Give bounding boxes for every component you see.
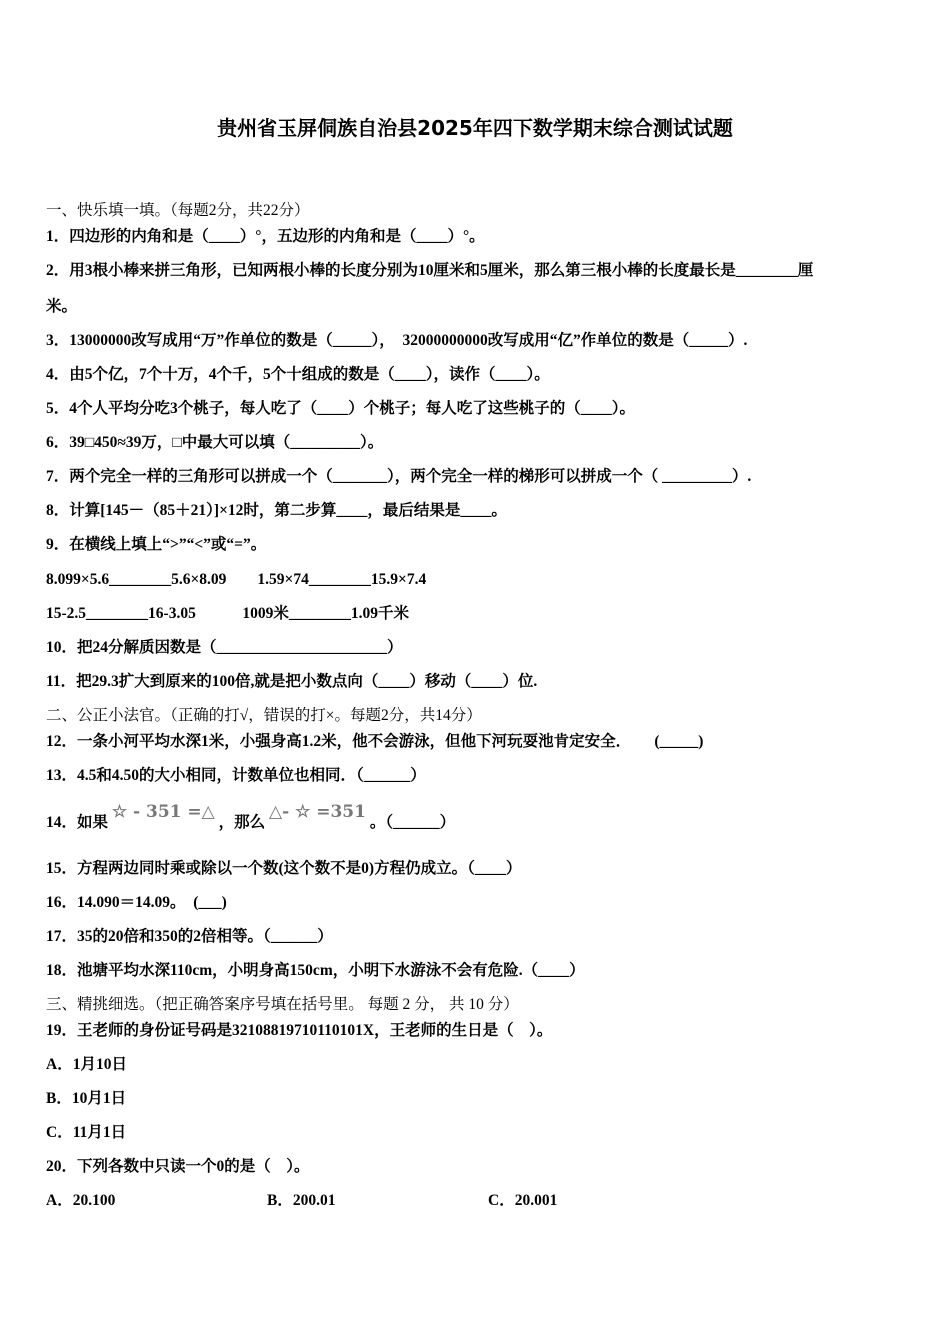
section-2-heading: 二、公正小法官。（正确的打√，错误的打×。每题2分，共14分） <box>46 707 482 724</box>
question-9-row-1: 8.099×5.6________5.6×8.09 1.59×74________15.9×7.4 <box>46 571 427 588</box>
question-19: 19．王老师的身份证号码是32108819710110101X，王老师的生日是（ ）。 <box>46 1022 553 1039</box>
question-4: 4．由5个亿，7个十万，4个千，5个十组成的数是（____），读作（____）。 <box>46 366 550 383</box>
question-3: 3．13000000改写成用“万”作单位的数是（_____）， 32000000000改写成用“亿”作单位的数是（_____）. <box>46 332 748 349</box>
page-title: 贵州省玉屏侗族自治县2025年四下数学期末综合测试试题 <box>217 116 733 140</box>
question-19-option-c: C．11月1日 <box>46 1124 127 1141</box>
question-1: 1．四边形的内角和是（____）°，五边形的内角和是（____）°。 <box>46 228 485 245</box>
question-19-option-a: A．1月10日 <box>46 1056 127 1073</box>
question-6: 6．39□450≈39万，□中最大可以填（_________）。 <box>46 434 384 451</box>
question-20-option-c: C．20.001 <box>488 1192 558 1209</box>
question-10: 10．把24分解质因数是（______________________） <box>46 639 403 656</box>
question-7: 7．两个完全一样的三角形可以拼成一个（_______），两个完全一样的梯形可以拼成一个（ _________）. <box>46 468 752 485</box>
question-16: 16．14.090＝14.09。 (___) <box>46 894 227 911</box>
question-14-expression-1: ☆ - 351 =△ <box>111 802 215 822</box>
question-11: 11．把29.3扩大到原来的100倍,就是把小数点向（____）移动（____）位. <box>46 673 538 690</box>
question-14 <box>46 802 456 833</box>
question-20-option-a: A．20.100 <box>46 1192 116 1209</box>
section-1-heading: 一、快乐填一填。（每题2分，共22分） <box>46 202 310 219</box>
question-2-line-1: 2．用3根小棒来拼三角形，已知两根小棒的长度分别为10厘米和5厘米，那么第三根小棒的长度最长是________厘 <box>46 262 814 279</box>
question-12: 12．一条小河平均水深1米，小强身高1.2米，他不会游泳，但他下河玩耍池肯定安全． (_____) <box>46 733 704 750</box>
question-14-middle: ，那么 <box>218 814 266 831</box>
question-18: 18．池塘平均水深110cm，小明身高150cm，小明下水游泳不会有危险.（____） <box>46 962 585 979</box>
question-20-option-b: B．200.01 <box>267 1192 336 1209</box>
question-2-line-2: 米。 <box>46 298 78 315</box>
question-17: 17．35的20倍和350的2倍相等。（______） <box>46 928 333 945</box>
question-5: 5．4个人平均分吃3个桃子，每人吃了（____）个桃子；每人吃了这些桃子的（____）。 <box>46 400 636 417</box>
question-13: 13．4.5和4.50的大小相同，计数单位也相同．（______） <box>46 767 426 784</box>
question-9: 9．在横线上填上“>”“<”或“=”。 <box>46 536 267 553</box>
question-14-suffix: 。（______） <box>369 814 456 831</box>
question-20: 20．下列各数中只读一个0的是（ ）。 <box>46 1158 310 1175</box>
question-8: 8．计算[145－（85＋21）]×12时，第二步算____，最后结果是____。 <box>46 502 507 519</box>
section-3-heading: 三、精挑细选。（把正确答案序号填在括号里。 每题 2 分， 共 10 分） <box>46 996 519 1013</box>
question-19-option-b: B．10月1日 <box>46 1090 127 1107</box>
question-14-prefix: 14．如果 <box>46 814 109 831</box>
question-15: 15．方程两边同时乘或除以一个数(这个数不是0)方程仍成立。（____） <box>46 860 522 877</box>
question-9-row-2: 15-2.5________16-3.05 1009米________1.09千米 <box>46 605 409 622</box>
question-14-expression-2: △- ☆ =351 <box>269 802 366 822</box>
